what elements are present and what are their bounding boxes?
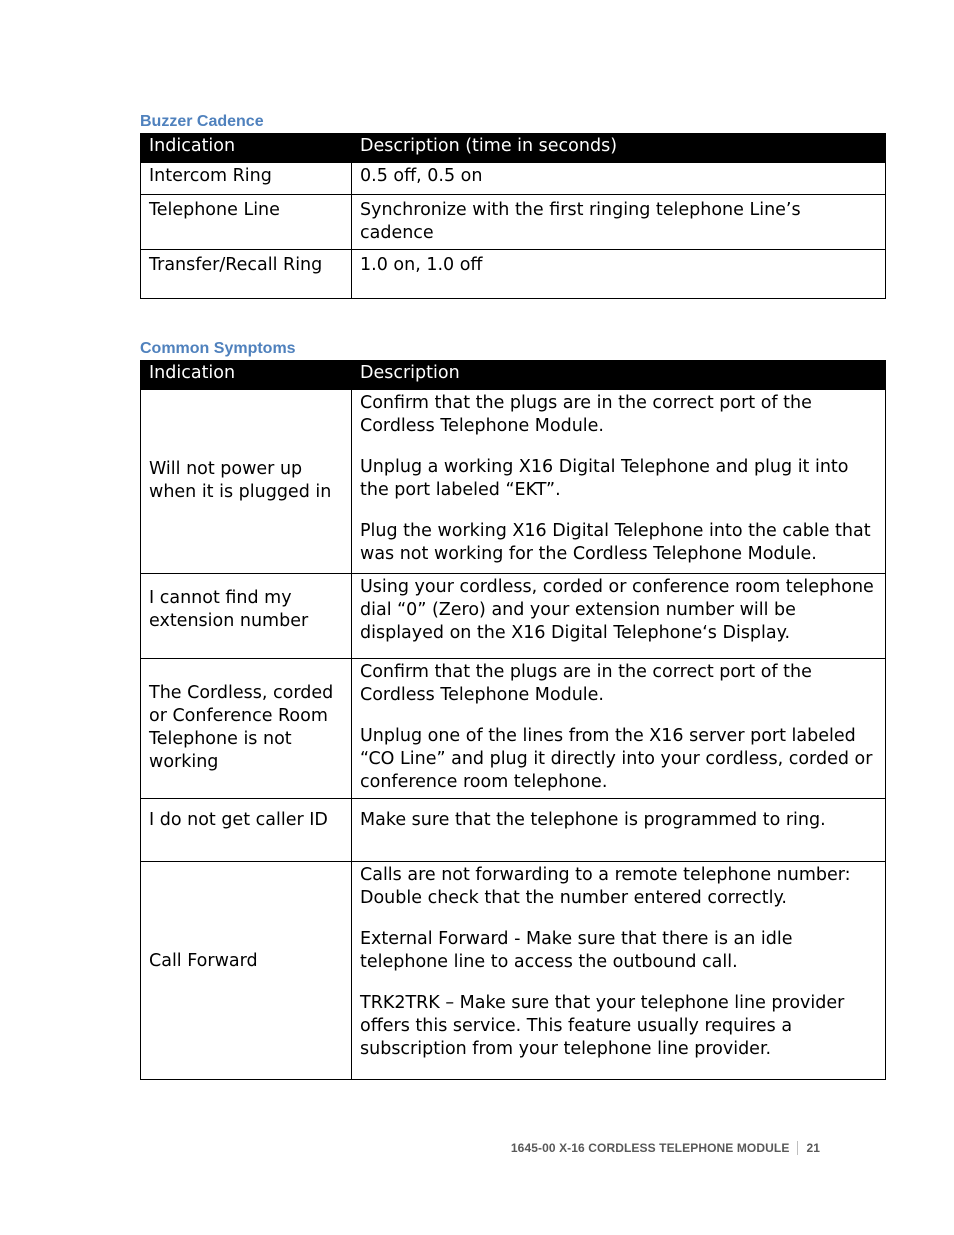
column-header-description: Description: [352, 361, 886, 390]
table-row: [141, 390, 886, 574]
description-cell: [352, 799, 886, 862]
description-paragraph: Make sure that the telephone is programmed to ring.: [360, 810, 826, 830]
indication-cell: Telephone Line: [141, 195, 352, 250]
column-header-indication: Indication: [141, 134, 352, 163]
page-number: 21: [806, 1141, 820, 1155]
description-cell: [352, 574, 886, 659]
indication-cell: I cannot find my extension number: [141, 574, 352, 659]
table-row: [141, 799, 886, 862]
indication-cell: Intercom Ring: [141, 163, 352, 195]
table-row: [141, 862, 886, 1080]
description-paragraph: Confirm that the plugs are in the correct port of the Cordless Telephone Module.: [360, 393, 812, 436]
table-header-row: [141, 361, 886, 390]
description-cell: 1.0 on, 1.0 off: [352, 250, 886, 299]
description-paragraph: Calls are not forwarding to a remote telephone number: Double check that the number entered correctly.: [360, 865, 851, 908]
footer-separator: [797, 1141, 798, 1155]
description-cell: [352, 659, 886, 799]
description-cell: [352, 862, 886, 1080]
description-cell: [352, 390, 886, 574]
buzzer-cadence-table: [140, 133, 886, 299]
column-header-indication: Indication: [141, 361, 352, 390]
indication-cell: I do not get caller ID: [141, 799, 352, 862]
description-paragraph: Unplug one of the lines from the X16 server port labeled “CO Line” and plug it directly into your cordless, corded or conference room telephone.: [360, 726, 873, 792]
table-row: [141, 659, 886, 799]
common-symptoms-table: [140, 360, 886, 1080]
indication-cell: Transfer/Recall Ring: [141, 250, 352, 299]
page-footer: [511, 1141, 820, 1155]
indication-cell: Will not power up when it is plugged in: [141, 390, 352, 574]
description-paragraph: External Forward - Make sure that there is an idle telephone line to access the outbound call.: [360, 929, 793, 972]
description-cell: 0.5 off, 0.5 on: [352, 163, 886, 195]
table-header-row: [141, 134, 886, 163]
common-symptoms-heading: Common Symptoms: [140, 340, 296, 357]
description-paragraph: TRK2TRK – Make sure that your telephone line provider offers this service. This feature usually requires a subscription from your telephone line provider.: [360, 993, 845, 1059]
table-row: [141, 163, 886, 195]
column-header-description: Description (time in seconds): [352, 134, 886, 163]
table-row: [141, 195, 886, 250]
table-row: [141, 250, 886, 299]
description-paragraph: Confirm that the plugs are in the correct port of the Cordless Telephone Module.: [360, 662, 812, 705]
description-paragraph: Using your cordless, corded or conference room telephone dial “0” (Zero) and your extension number will be displayed on the X16 Digital Telephone‘s Display.: [360, 577, 874, 643]
buzzer-cadence-heading: Buzzer Cadence: [140, 113, 264, 130]
footer-document-title: 1645-00 X-16 CORDLESS TELEPHONE MODULE: [510, 1141, 790, 1155]
description-paragraph: Plug the working X16 Digital Telephone into the cable that was not working for the Cordless Telephone Module.: [360, 521, 871, 564]
description-cell: Synchronize with the first ringing telephone Line’s cadence: [352, 195, 886, 250]
description-paragraph: Unplug a working X16 Digital Telephone and plug it into the port labeled “EKT”.: [360, 457, 849, 500]
indication-cell: The Cordless, corded or Conference Room Telephone is not working: [141, 659, 352, 799]
indication-cell: Call Forward: [141, 862, 352, 1080]
table-row: [141, 574, 886, 659]
